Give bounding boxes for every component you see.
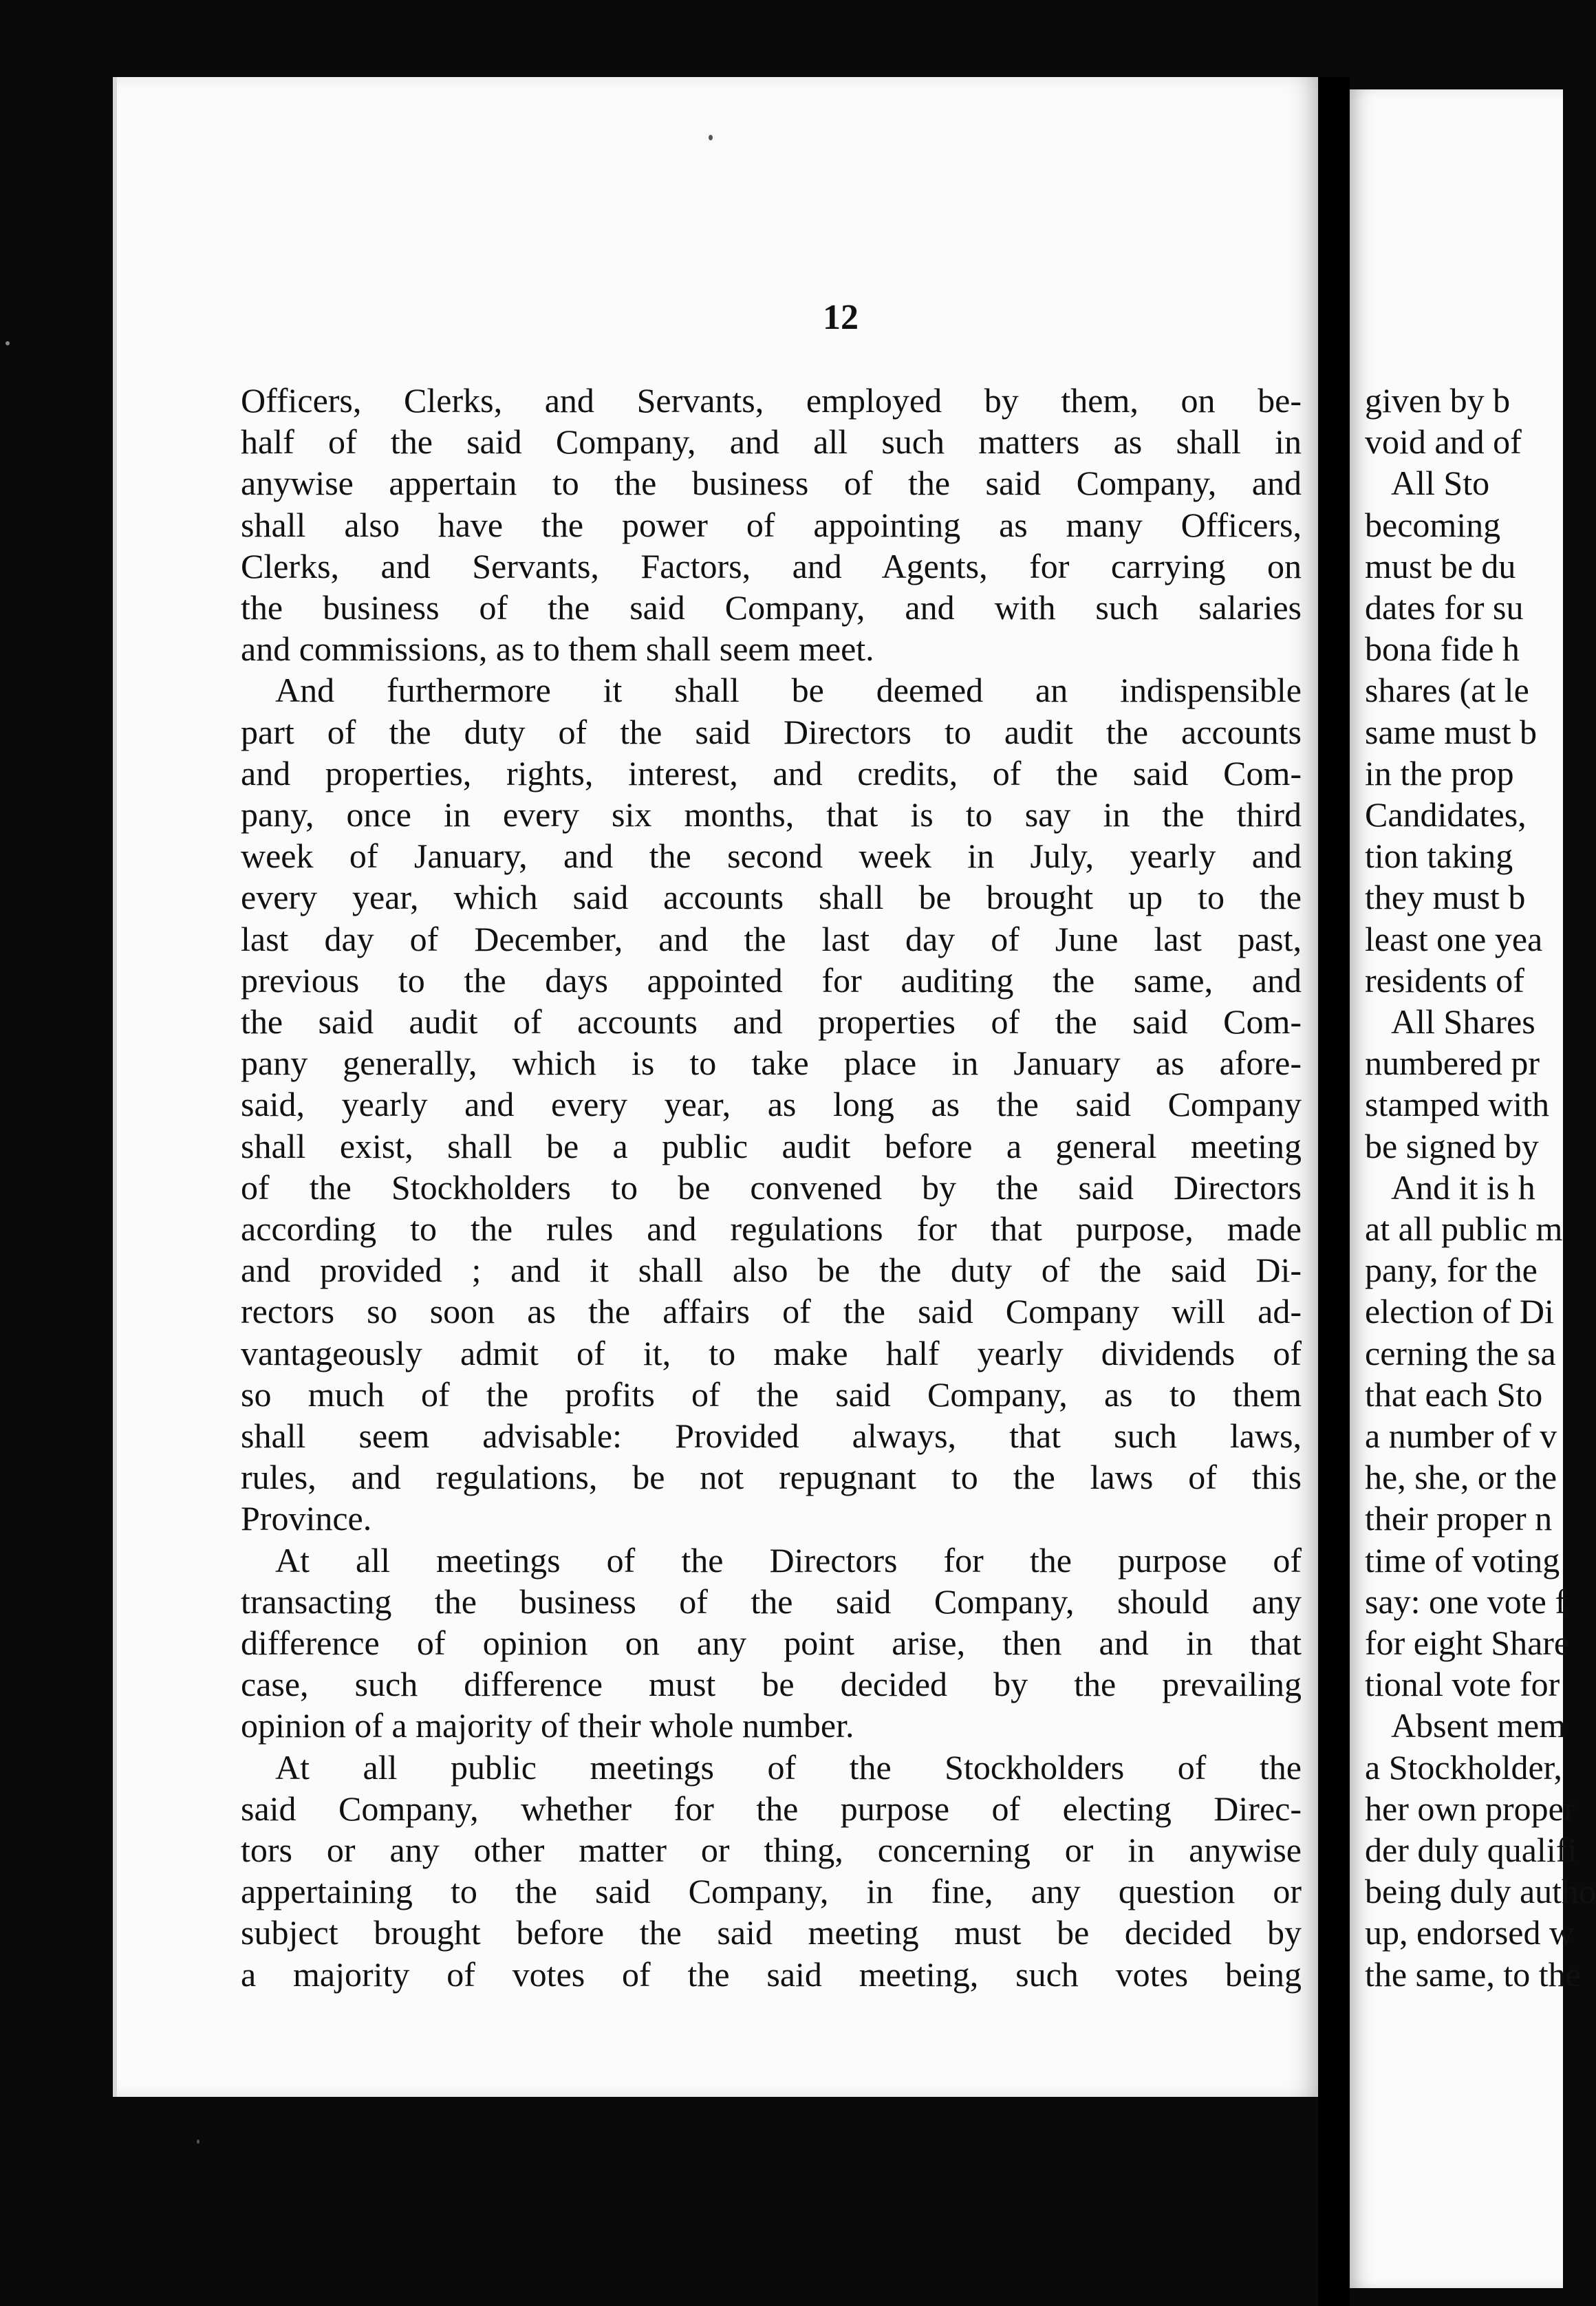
paper-speck xyxy=(709,135,713,140)
text-line: And furthermore it shall be deemed an indispensible xyxy=(275,671,1302,710)
text-line: Absent mem xyxy=(1391,1706,1566,1745)
text-line: up, endorsed w xyxy=(1365,1913,1575,1952)
text-line: anywise appertain to the business of the said Company, and xyxy=(241,464,1302,503)
text-line: becoming xyxy=(1365,505,1501,544)
text-line: last day of December, and the last day of June last past, xyxy=(241,919,1302,958)
text-line: case, such difference must be decided by the prevailing xyxy=(241,1665,1302,1704)
text-line: half of the said Company, and all such matters as shall in xyxy=(241,422,1302,462)
text-line: say: one vote f xyxy=(1365,1582,1566,1621)
text-line: time of voting xyxy=(1365,1540,1560,1580)
text-line: week of January, and the second week in July, yearly and xyxy=(241,837,1302,876)
text-line: said, yearly and every year, as long as the said Company xyxy=(241,1085,1302,1124)
text-line: bona fide h xyxy=(1365,629,1520,669)
text-line: said Company, whether for the purpose of electing Direc- xyxy=(241,1789,1302,1828)
text-line: the business of the said Company, and with such salaries xyxy=(241,588,1302,627)
page-number: 12 xyxy=(823,298,859,337)
text-line: election of Di xyxy=(1365,1292,1554,1331)
text-line: for eight Share xyxy=(1365,1624,1570,1662)
text-line: at all public m xyxy=(1365,1209,1563,1248)
text-line: pany generally, which is to take place in January as afore- xyxy=(241,1044,1302,1083)
text-line: dates for su xyxy=(1365,588,1524,627)
text-line: difference of opinion on any point arise, then and in that xyxy=(241,1624,1302,1662)
text-line: given by b xyxy=(1365,381,1511,420)
text-line: the said audit of accounts and properties of the said Com- xyxy=(241,1002,1302,1041)
text-line: that each Sto xyxy=(1365,1375,1543,1414)
text-line: And it is h xyxy=(1391,1167,1535,1207)
text-line: their proper n xyxy=(1365,1499,1553,1538)
text-line: pany, once in every six months, that is to say in the third xyxy=(241,795,1302,834)
text-line: Clerks, and Servants, Factors, and Agents, for carrying on xyxy=(241,546,1302,585)
book-gutter xyxy=(1318,77,1350,2306)
text-line: being duly autho xyxy=(1365,1872,1596,1911)
text-line: a number of v xyxy=(1365,1416,1557,1455)
text-line: and commissions, as to them shall seem meet. xyxy=(241,629,874,669)
text-line: rules, and regulations, be not repugnant to the laws of this xyxy=(241,1458,1302,1497)
text-line: according to the rules and regulations for that purpose, made xyxy=(241,1209,1302,1248)
text-line: they must b xyxy=(1365,878,1526,917)
text-line: every year, which said accounts shall be brought up to the xyxy=(241,878,1302,917)
paper-speck xyxy=(6,341,10,345)
text-line: Province. xyxy=(241,1499,372,1538)
text-line: Officers, Clerks, and Servants, employed by them, on be- xyxy=(241,381,1302,420)
text-line: and properties, rights, interest, and credits, of the said Com- xyxy=(241,753,1302,793)
text-line: shares (at le xyxy=(1365,671,1529,710)
text-line: must be du xyxy=(1365,546,1516,585)
paper-speck xyxy=(197,2140,200,2144)
text-line: transacting the business of the said Company, should any xyxy=(241,1582,1302,1621)
text-line: numbered pr xyxy=(1365,1044,1540,1083)
text-line: opinion of a majority of their whole number. xyxy=(241,1706,854,1745)
text-line: a majority of votes of the said meeting, such votes being xyxy=(241,1954,1302,1994)
text-line: shall also have the power of appointing as many Officers, xyxy=(241,505,1302,544)
text-line: Candidates, xyxy=(1365,795,1527,834)
text-line: residents of xyxy=(1365,960,1524,1000)
text-line: previous to the days appointed for auditing the same, and xyxy=(241,960,1302,1000)
text-line: be signed by xyxy=(1365,1126,1539,1165)
text-line: rectors so soon as the affairs of the said Company will ad- xyxy=(241,1292,1302,1331)
text-line: shall seem advisable: Provided always, that such laws, xyxy=(241,1416,1302,1455)
text-line: he, she, or the xyxy=(1365,1458,1557,1497)
text-line: cerning the sa xyxy=(1365,1333,1556,1372)
text-line: part of the duty of the said Directors to audit the accounts xyxy=(241,712,1302,751)
text-line: and provided ; and it shall also be the duty of the said Di- xyxy=(241,1251,1302,1290)
text-line: pany, for the xyxy=(1365,1251,1538,1290)
text-line: the same, to the xyxy=(1365,1954,1581,1994)
text-line: tors or any other matter or thing, concerning or in anywise xyxy=(241,1831,1302,1869)
text-line: tional vote for xyxy=(1365,1665,1560,1704)
text-line: least one yea xyxy=(1365,919,1543,958)
text-line: subject brought before the said meeting must be decided by xyxy=(241,1913,1302,1952)
text-line: a Stockholder, xyxy=(1365,1747,1562,1787)
text-line: appertaining to the said Company, in fine, any question or xyxy=(241,1872,1302,1911)
text-line: vantageously admit of it, to make half yearly dividends of xyxy=(241,1333,1302,1372)
text-line: All Shares xyxy=(1391,1002,1535,1041)
text-line: All Sto xyxy=(1391,464,1490,503)
text-line: der duly qualifi xyxy=(1365,1831,1577,1869)
text-line: so much of the profits of the said Company, as to them xyxy=(241,1375,1302,1414)
text-line: void and of xyxy=(1365,422,1522,462)
text-line: her own proper xyxy=(1365,1789,1575,1828)
text-line: stamped with xyxy=(1365,1085,1550,1124)
text-line: same must b xyxy=(1365,712,1537,751)
text-line: At all meetings of the Directors for the purpose of xyxy=(275,1540,1302,1580)
text-line: At all public meetings of the Stockholders of the xyxy=(275,1747,1302,1787)
text-line: of the Stockholders to be convened by the said Directors xyxy=(241,1167,1302,1207)
text-line: in the prop xyxy=(1365,753,1514,793)
text-line: shall exist, shall be a public audit before a general meeting xyxy=(241,1126,1302,1165)
text-line: tion taking xyxy=(1365,837,1513,876)
